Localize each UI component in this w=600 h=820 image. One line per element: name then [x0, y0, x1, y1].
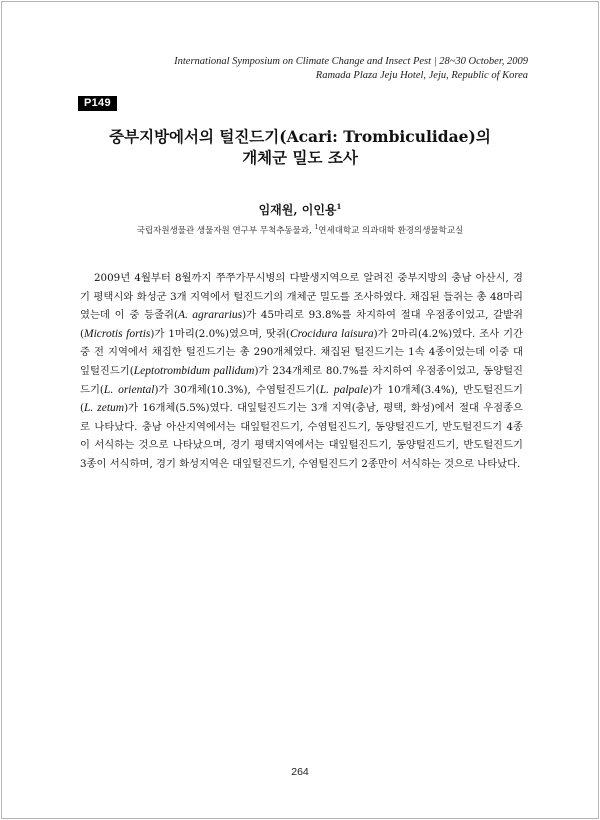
species-name: Crocidura laisura — [289, 327, 374, 340]
affiliation-line — [40, 224, 560, 236]
species-name: Leptotrombidum pallidum — [133, 364, 255, 377]
paper-title-line1: 중부지방에서의 털진드기(Acari: Trombiculidae)의 — [109, 127, 491, 146]
author-affiliation-mark: 1 — [336, 202, 342, 211]
species-name: A. agrararius — [178, 309, 243, 322]
species-name: L. oriental — [103, 383, 155, 396]
species-name: Microtis fortis — [84, 327, 151, 340]
abstract-text: )가 30개체(10.3%), 수염털진드기( — [154, 383, 320, 396]
abstract-text: )가 10개체(3.4%), 반도털진드기( — [80, 383, 523, 415]
page-number: 264 — [291, 766, 309, 778]
conference-header-line1: International Symposium on Climate Change and Insect Pest | 28~30 October, 2009 — [174, 56, 528, 67]
affiliation-second: 연세대학교 의과대학 환경의생물학교실 — [318, 226, 464, 236]
author-names: 임재원, 이인용 — [258, 203, 337, 217]
abstract-text: )가 1마리(2.0%)였으며, 땃쥐( — [150, 327, 290, 340]
poster-id-badge: P149 — [78, 96, 117, 111]
species-name: L. zetum — [84, 402, 125, 415]
abstract-text: )가 16개체(5.5%)였다. 대잎털진드기는 3개 지역(충남, 평택, 화성)에서 절대 우점종으로 나타났다. 충남 아산지역에서는 대잎털진드기, 수염털진드기, 동양털진드기, 반도털진드기 4종이 서식하는 것으로 나타났으며, 경기 평택지역에서는 대잎털진드기, 동양털진드기, 반도털진드기 3종이 서식하며, 경기 화성지역은 대잎털진드기, 수염털진드기 2종만이 서식하는 것으로 나타났다. — [80, 402, 523, 470]
abstract-body — [80, 269, 523, 474]
abstract-text: )가 45마리로 93.8%를 차지하여 절대 우점종이었고, 갈밭쥐( — [80, 309, 523, 340]
affiliation-first: 국립자원생물관 생물자원 연구부 무척추동물과, — [136, 226, 312, 236]
affiliation-mark: 1 — [314, 224, 319, 232]
paper-title-line2: 개체군 밀도 조사 — [242, 148, 358, 167]
species-name: L. palpale — [319, 383, 369, 396]
conference-header-line2: Ramada Plaza Jeju Hotel, Jeju, Republic of Korea — [315, 70, 528, 81]
abstract-text: )가 234개체로 80.7%를 차지하여 우점종이었고, 동양털진드기( — [80, 364, 523, 396]
abstract-text: 2009년 4월부터 8월까지 쭈쭈가무시병의 다발생지역으로 알려진 중부지방의 충남 아산시, 경기 평택시와 화성군 3개 지역에서 털진드기의 개체군 밀도를 조사하였다. 채집된 들쥐는 총 48마리였는데 이 중 등줄쥐( — [80, 272, 523, 322]
abstract-text: )가 2마리(4.2%)였다. 조사 기간 중 전 지역에서 채집한 털진드기는 총 290개체였다. 채집된 털진드기는 1속 4종이었는데 이중 대잎털진드기( — [80, 327, 523, 377]
author-list — [60, 201, 540, 218]
